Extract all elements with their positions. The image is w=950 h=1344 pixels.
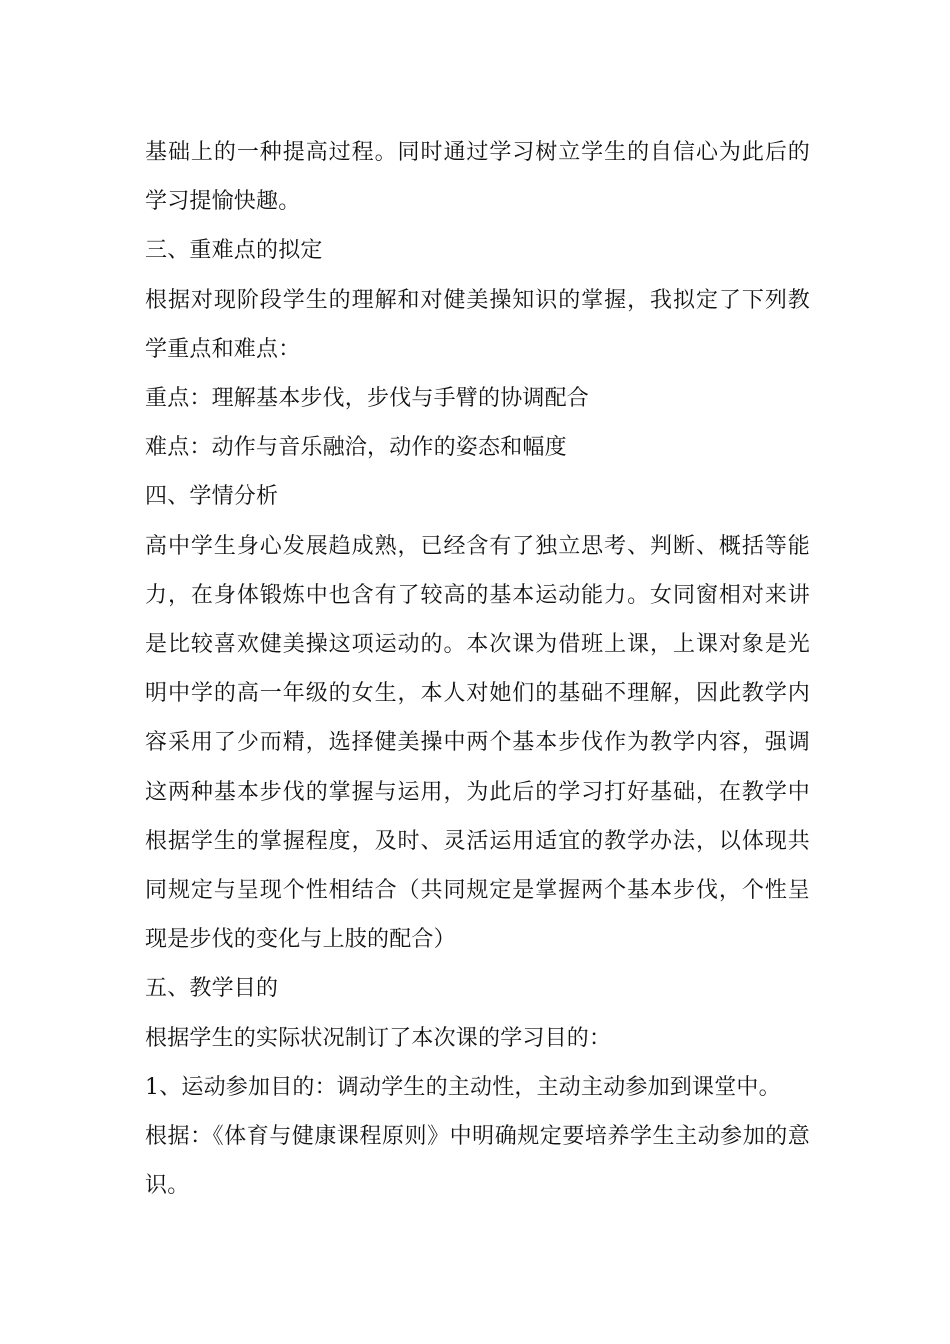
paragraph-key-points-intro: 根据对现阶段学生的理解和对健美操知识的掌握，我拟定了下列教学重点和难点： [145, 287, 810, 362]
paragraph-student-analysis: 高中学生身心发展趋成熟，已经含有了独立思考、判断、概括等能力，在身体锻炼中也含有了较高的基本运动能力。女同窗相对来讲是比较喜欢健美操这项运动的。本次课为借班上课，上课对象是光明中学的高一年级的女生，本人对她们的基础不理解，因此教学内容采用了少而精，选择健美操中两个基本步伐作为教学内容，强调这两种基本步伐的掌握与运用，为此后的学习打好基础，在教学中根据学生的掌握程度，及时、灵活运用适宜的教学办法，以体现共同规定与呈现个性相结合（共同规定是掌握两个基本步伐，个性呈现是步伐的变化与上肢的配合） [145, 533, 810, 953]
section-heading-key-difficult-points: 三、重难点的拟定 [145, 238, 323, 264]
paragraph-goals-intro: 根据学生的实际状况制订了本次课的学习目的： [145, 1025, 612, 1051]
paragraph-difficult-point: 难点：动作与音乐融洽，动作的姿态和幅度 [145, 435, 567, 461]
paragraph-goal-1: 1、运动参加目的：调动学生的主动性，主动主动参加到课堂中。 [145, 1074, 781, 1100]
section-heading-teaching-goals: 五、教学目的 [145, 976, 279, 1002]
paragraph-continuation: 基础上的一种提高过程。同时通过学习树立学生的自信心为此后的学习提愉快趣。 [145, 140, 810, 215]
section-heading-student-analysis: 四、学情分析 [145, 484, 279, 510]
paragraph-key-point: 重点：理解基本步伐，步伐与手臂的协调配合 [145, 386, 590, 412]
document-body [145, 128, 810, 1210]
paragraph-goal-basis: 根据：《体育与健康课程原则》中明确规定要培养学生主动参加的意识。 [145, 1124, 810, 1199]
